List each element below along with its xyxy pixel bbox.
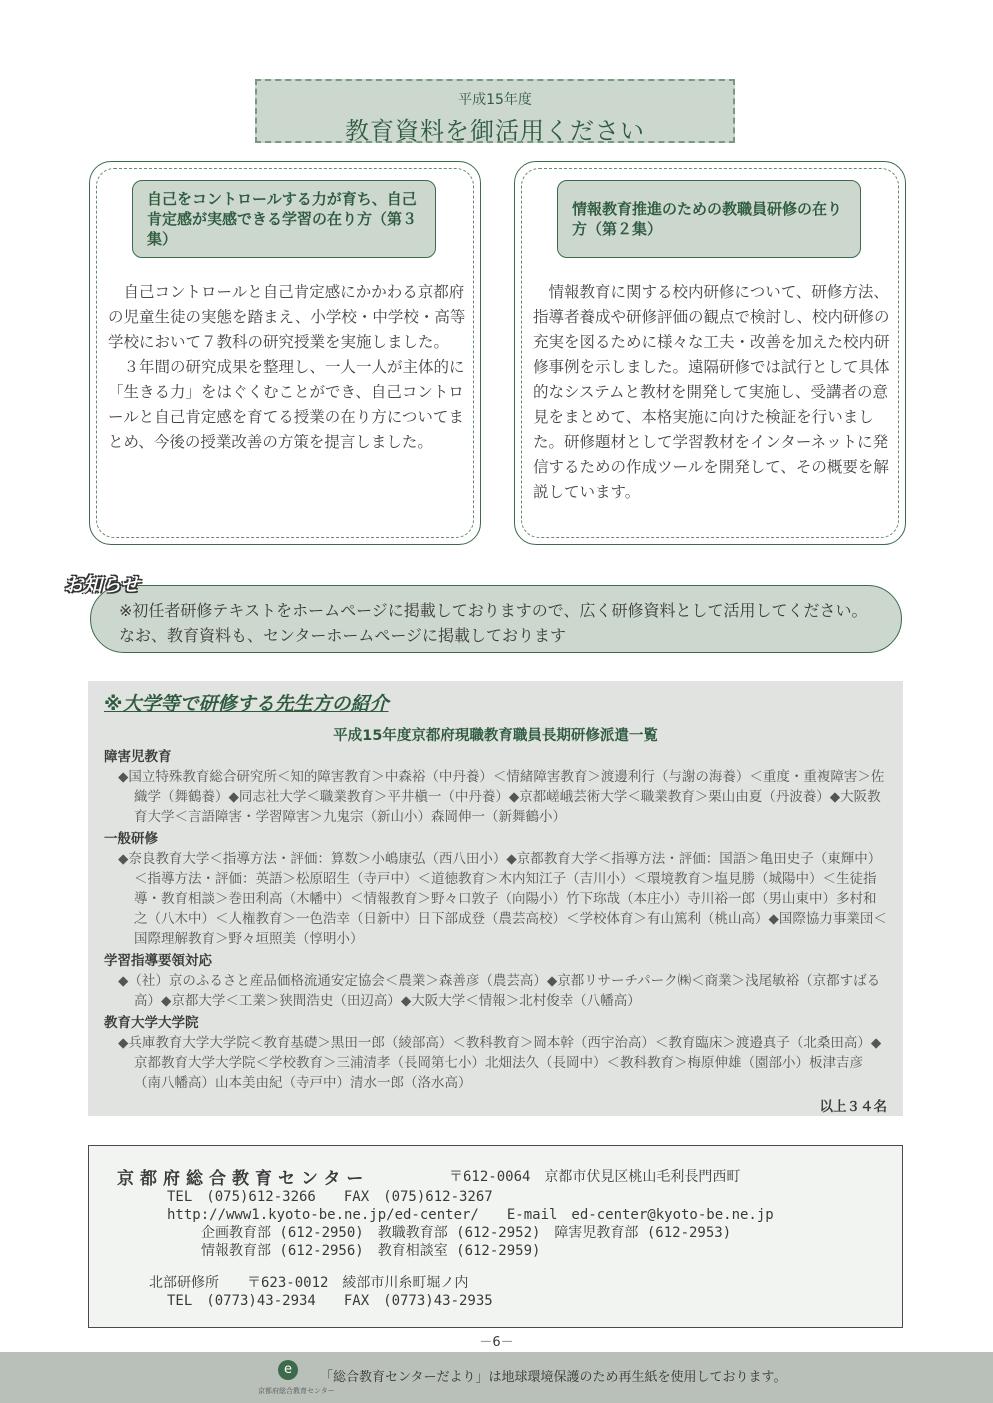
contact-tel-fax: TEL (075)612-3266 FAX (075)612-3267: [167, 1189, 493, 1205]
page-number: －6－: [479, 1335, 514, 1350]
card-right-title: 情報教育推進のための教職員研修の在り方（第２集）: [557, 180, 861, 258]
header-title: 教育資料を御活用ください: [345, 117, 645, 145]
category-entry: ◆（社）京のふるさと産品価格流通安定協会＜農業＞森善彦（農芸高）◆京都リサーチパーク㈱＜商業＞浅尾敏裕（京都すばる高）◆京都大学＜工業＞狭間浩史（田辺高）◆大阪大学＜情報＞北村俊幸（八幡高）: [118, 973, 881, 1009]
notice-label: お知らせ: [64, 574, 140, 596]
category-heading: 教育大学大学院: [104, 1015, 199, 1031]
category-entry: ◆兵庫教育大学大学院＜教育基礎＞黒田一郎（綾部高）＜教科教育＞岡本幹（西宇治高）＜教育臨床＞渡邉真子（北桑田高）◆京都教育大学大学院＜学校教育＞三浦清孝（長岡第七小）北畑法久（長岡中）＜教科教育＞梅原伸雄（園部小）板津吉彦（南八幡高）山本美由紀（寺戸中）清水一郎（洛水高）: [118, 1035, 882, 1091]
card-left-title: 自己をコントロールする力が育ち、自己肯定感が実感できる学習の在り方（第３集）: [132, 180, 436, 258]
category-entry: ◆奈良教育大学＜指導方法・評価：算数＞小嶋康弘（西八田小）◆京都教育大学＜指導方法・評価：国語＞亀田史子（東輝中）＜指導方法・評価：英語＞松原昭生（寺戸中）＜道徳教育＞木内知江子（吉川小）＜環境教育＞塩見勝（城陽中）＜生徒指導・教育相談＞巻田利高（木幡中）＜情報教育＞野々口敦子（向陽小）竹下珎哉（本庄小）寺川裕一郎（男山東中）多村和之（八木中）＜人権教育＞一色浩幸（日新中）日下部成登（農芸高校）＜学校体育＞有山篤利（桃山高）◆国際協力事業団＜国際理解教育＞野々垣照美（惇明小）: [118, 851, 887, 947]
footer-logo-text: 京都府総合教育センター: [258, 1387, 335, 1395]
contact-address: 〒612-0064 京都市伏見区桃山毛利長門西町: [449, 1169, 741, 1185]
header-subtitle: 平成15年度: [458, 92, 532, 108]
category-entry: ◆国立特殊教育総合研究所＜知的障害教育＞中森裕（中丹養）＜情緒障害教育＞渡邊利行（与謝の海養）＜重度・重複障害＞佐織学（舞鶴養）◆同志社大学＜職業教育＞平井槇一（中丹養）◆京都嵯峨芸術大学＜職業教育＞栗山由夏（丹波養）◆大阪教育大学＜言語障害・学習障害＞九鬼宗（新山小）森岡伸一（新舞鶴小）: [118, 769, 885, 825]
dispatch-list-title: 平成15年度京都府現職教育職員長期研修派遣一覧: [333, 728, 658, 744]
category-heading: 一般研修: [104, 831, 158, 847]
contact-branch-tel-fax: TEL (0773)43-2934 FAX (0773)43-2935: [167, 1293, 493, 1309]
footer-bar: [0, 1352, 993, 1403]
category-heading: 学習指導要領対応: [104, 953, 212, 969]
card-left-paragraph-1: 自己コントロールと自己肯定感にかかわる京都府の児童生徒の実態を踏まえ、小学校・中学校・高等学校において７教科の研究授業を実施しました。: [108, 283, 466, 351]
card-right-paragraph-1: 情報教育に関する校内研修について、研修方法、指導者養成や研修評価の観点で検討し、校内研修の充実を図るために様々な工夫・改善を加えた校内研修事例を示しました。遠隔研修では試行として具体的なシステムと教材を開発して実施し、受講者の意見をまとめて、本格実施に向けた検証を行いました。研修題材として学習教材をインターネットに発信するための作成ツールを開発して、その概要を解説しています。: [533, 283, 890, 501]
contact-web-email[interactable]: http://www1.kyoto-be.ne.jp/ed-center/ E-mail ed-center@kyoto-be.ne.jp: [167, 1207, 774, 1223]
contact-depts-1: 企画教育部 (612-2950) 教職教育部 (612-2952) 障害児教育部 (612-2953): [201, 1225, 732, 1241]
dispatch-section-title: ※大学等で研修する先生方の紹介: [104, 693, 389, 715]
dispatch-total: 以上３４名: [819, 1099, 887, 1115]
card-left-paragraph-2: ３年間の研究成果を整理し、一人一人が主体的に「生きる力」をはぐくむことができ、自己コントロールと自己肯定感を育てる授業の在り方についてまとめ、今後の授業改善の方策を提言しました。: [108, 358, 465, 451]
category-heading: 障害児教育: [104, 749, 172, 765]
header-banner: [255, 79, 735, 143]
contact-depts-2: 情報教育部 (612-2956) 教育相談室 (612-2959): [201, 1243, 541, 1259]
dispatch-section: [88, 681, 903, 1116]
card-right-body: [533, 280, 895, 505]
card-left: [89, 161, 481, 545]
card-right: [514, 161, 906, 545]
contact-org: 京都府総合教育センター: [117, 1169, 370, 1189]
recycle-logo-icon: e: [278, 1360, 298, 1380]
notice-box: [90, 585, 902, 653]
notice-text: ※初任者研修テキストをホームページに掲載しておりますので、広く研修資料として活用してください。なお、教育資料も、センターホームページに掲載しております: [119, 601, 868, 645]
contact-branch: 北部研修所 〒623-0012 綾部市川糸町堀ノ内: [149, 1275, 469, 1291]
card-left-body: [108, 280, 470, 455]
footer-note: 「総合教育センターだより」は地球環境保護のため再生紙を使用しております。: [320, 1370, 787, 1385]
contact-box: [88, 1145, 903, 1328]
